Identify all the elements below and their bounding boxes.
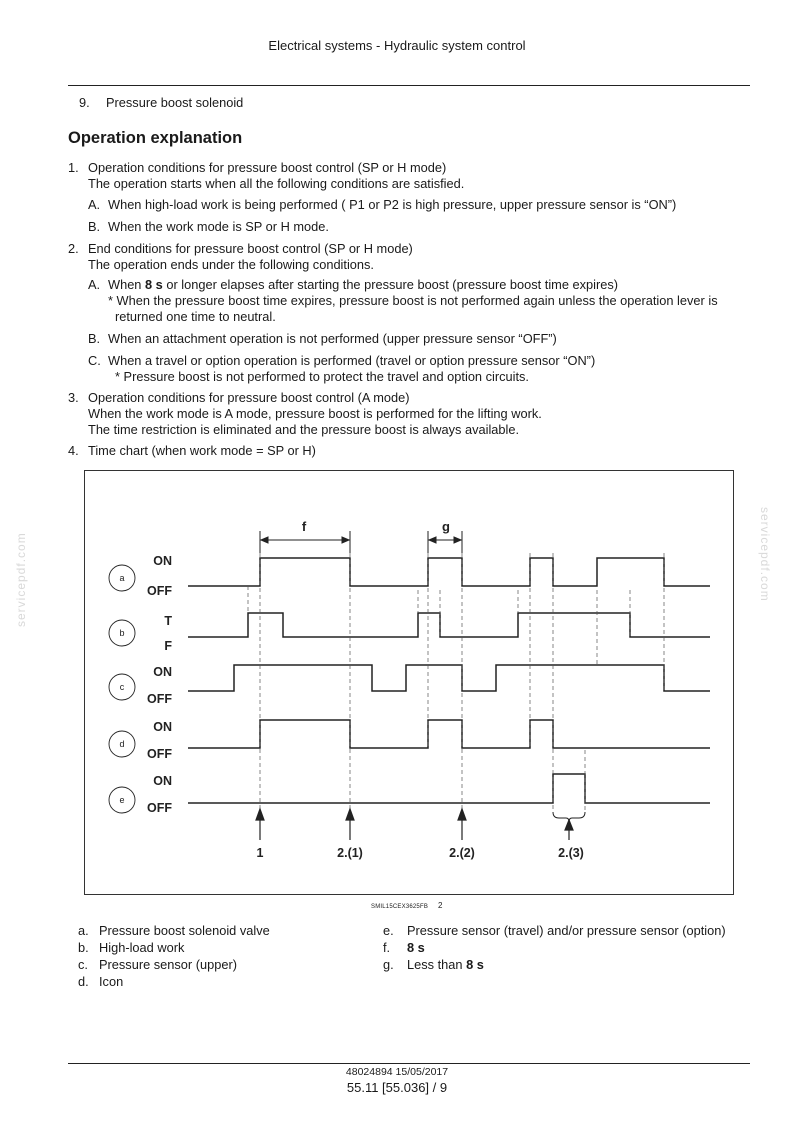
legend-right — [383, 922, 726, 973]
legend-key-f: f. — [383, 940, 391, 955]
item-2b-key: B. — [88, 331, 101, 346]
item-9-text: Pressure boost solenoid — [106, 95, 244, 110]
legend-item-g — [383, 956, 726, 973]
row-b-hi: T — [164, 614, 172, 628]
section-title: Operation explanation — [68, 129, 243, 147]
legend-key-e: e. — [383, 923, 394, 938]
dim-g-arrow — [454, 537, 461, 543]
item-3-line1: Operation conditions for pressure boost control (A mode) — [88, 390, 410, 405]
item-1-number: 1. — [68, 160, 79, 175]
row-d-lo: OFF — [147, 747, 172, 761]
item-4-line1: Time chart (when work mode = SP or H) — [88, 443, 316, 458]
item-2-number: 2. — [68, 241, 79, 256]
row-c-lo: OFF — [147, 692, 172, 706]
item-1-line1: Operation conditions for pressure boost control (SP or H mode) — [88, 160, 447, 175]
dim-f-arrow — [261, 537, 268, 543]
event-2-3-brace — [553, 812, 585, 822]
legend-text-g-bold: 8 s — [466, 957, 484, 972]
legend-key-c: c. — [78, 957, 88, 972]
item-2a-key: A. — [88, 277, 101, 292]
row-d-hi: ON — [153, 720, 172, 734]
row-c-letter: c — [119, 682, 125, 692]
item-1a-key: A. — [88, 197, 101, 212]
item-3-line2: When the work mode is A mode, pressure boost is performed for the lifting work. — [88, 406, 542, 421]
item-3-number: 3. — [68, 390, 79, 405]
row-a-lo: OFF — [147, 584, 172, 598]
signal-a-waveform — [188, 558, 710, 586]
legend-item-b — [78, 939, 270, 956]
item-4-number: 4. — [68, 443, 79, 458]
legend-text-c: Pressure sensor (upper) — [99, 957, 237, 972]
header-title: Electrical systems - Hydraulic system control — [268, 38, 526, 53]
item-2a-post: or longer elapses after starting the pressure boost (pressure boost time expires) — [162, 277, 619, 292]
legend-text-g: Less than — [407, 957, 467, 972]
row-e-lo: OFF — [147, 801, 172, 815]
item-3-line3: The time restriction is eliminated and the pressure boost is always available. — [88, 422, 520, 437]
item-1b-text: When the work mode is SP or H mode. — [108, 219, 329, 234]
legend-text-d: Icon — [99, 974, 124, 989]
item-2b-text: When an attachment operation is not performed (upper pressure sensor “OFF”) — [108, 331, 557, 346]
legend-key-g: g. — [383, 957, 394, 972]
row-b-lo: F — [164, 639, 172, 653]
legend-item-d — [78, 973, 270, 990]
row-d-letter: d — [119, 739, 125, 749]
legend-text-f: 8 s — [407, 940, 425, 955]
item-1b-key: B. — [88, 219, 101, 234]
event-2-2-arrow-head — [458, 809, 466, 820]
item-2c-text: When a travel or option operation is performed (travel or option pressure sensor “ON”) — [108, 353, 596, 368]
item-2-line1: End conditions for pressure boost control (SP or H mode) — [88, 241, 413, 256]
footer-page-number: 55.11 [55.036] / 9 — [346, 1080, 448, 1095]
figure-id — [371, 901, 443, 910]
event-2-1-label: 2.(1) — [337, 846, 363, 860]
legend-key-b: b. — [78, 940, 89, 955]
row-a-hi: ON — [153, 554, 172, 568]
legend-item-a — [78, 922, 270, 939]
legend-text-a: Pressure boost solenoid valve — [99, 923, 270, 938]
event-2-1-arrow-head — [346, 809, 354, 820]
legend-left — [78, 922, 270, 990]
dim-g-arrow — [429, 537, 436, 543]
legend-key-a: a. — [78, 923, 89, 938]
legend-item-c — [78, 956, 270, 973]
row-e-letter: e — [119, 795, 125, 805]
footer-doc-id: 48024894 15/05/2017 — [345, 1066, 449, 1078]
watermark-left: servicepdf.com — [14, 532, 28, 627]
event-1-label: 1 — [256, 846, 264, 860]
row-a-letter: a — [119, 573, 125, 583]
item-2a-pre: When — [108, 277, 145, 292]
row-b-letter: b — [119, 628, 125, 638]
item-1-line2: The operation starts when all the following conditions are satisfied. — [88, 176, 465, 191]
signal-e-waveform — [188, 774, 710, 803]
item-2c-note1: * Pressure boost is not performed to protect the travel and option circuits. — [115, 369, 529, 384]
footer-rule — [68, 1063, 750, 1064]
figure-id-code: SMIL15CEX3625FB — [371, 904, 429, 910]
item-2a-bold: 8 s — [145, 277, 163, 292]
item-2c-key: C. — [88, 353, 101, 368]
signal-c-waveform — [188, 665, 710, 691]
dim-g-label: g — [442, 519, 450, 534]
legend-text-e: Pressure sensor (travel) and/or pressure sensor (option) — [407, 923, 726, 938]
legend-key-d: d. — [78, 974, 89, 989]
event-2-3-label: 2.(3) — [558, 846, 584, 860]
item-1a-text: When high-load work is being performed ( P1 or P2 is high pressure, upper pressure sensor is “ON”) — [108, 197, 677, 212]
dim-f-label: f — [301, 519, 307, 534]
figure-number: 2 — [438, 901, 443, 910]
watermark-right: servicepdf.com — [758, 507, 772, 602]
legend-text-b: High-load work — [99, 940, 185, 955]
item-2a-note2: returned one time to neutral. — [115, 309, 276, 324]
row-c-hi: ON — [153, 665, 172, 679]
signal-d-waveform — [188, 720, 710, 748]
item-2-line2: The operation ends under the following conditions. — [88, 257, 374, 272]
legend-item-f — [383, 939, 726, 956]
row-e-hi: ON — [153, 774, 172, 788]
dim-f-arrow — [342, 537, 349, 543]
item-9-number: 9. — [79, 95, 90, 110]
signal-b-waveform — [188, 613, 710, 637]
event-1-arrow-head — [256, 809, 264, 820]
legend-item-e — [383, 922, 726, 939]
event-2-2-label: 2.(2) — [449, 846, 475, 860]
item-2a-note1: * When the pressure boost time expires, pressure boost is not performed again unless the operation lever is — [108, 293, 718, 308]
